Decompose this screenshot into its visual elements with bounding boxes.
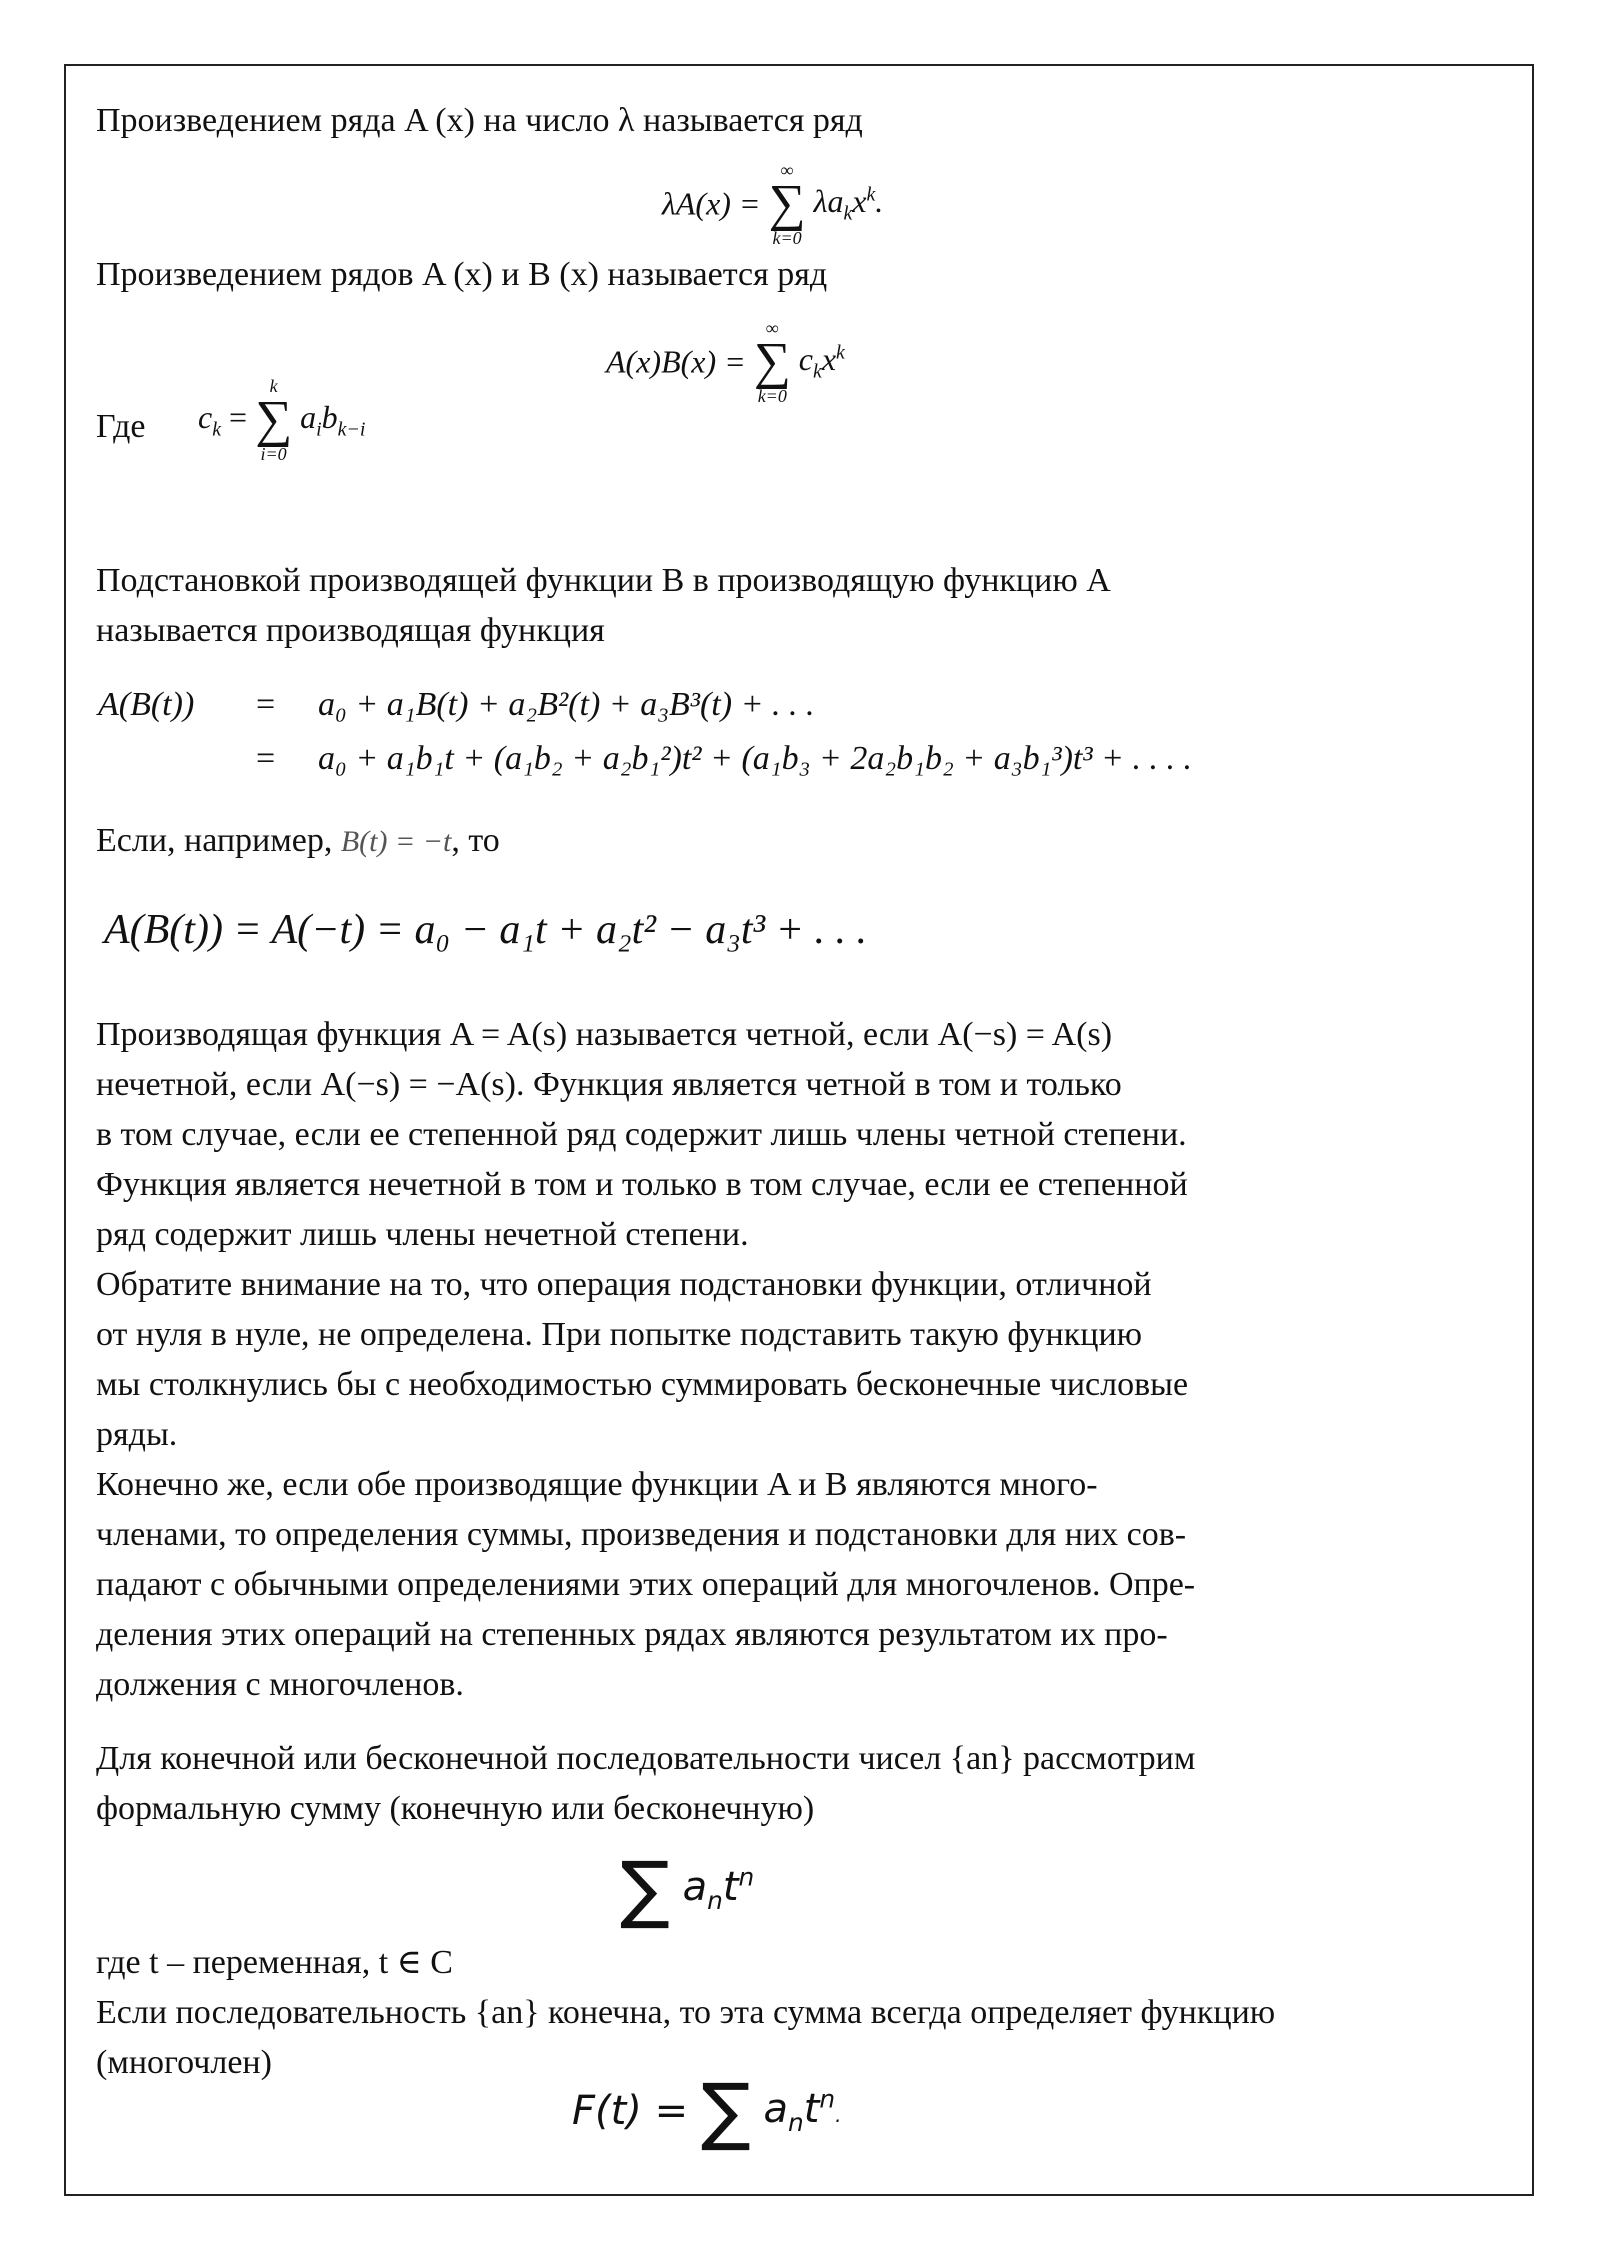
paragraph-polynomials-2: членами, то определения суммы, произведения и подстановки для них сов- [96,1516,1187,1553]
subscript-k-minus-i: k−i [337,418,366,441]
paragraph-product-by-number: Произведением ряда A (x) на число λ называется ряд [96,102,863,139]
example-text: Если, например, [96,822,333,859]
term-t: t [803,2086,820,2133]
paragraph-note-1: Обратите внимание на то, что операция подстановки функции, отличной [96,1266,1152,1303]
sum-lower: i=0 [260,444,287,464]
sum-symbol: k ∑ i=0 [255,376,293,464]
equals-sign: = [229,398,248,435]
formula-lhs: A(x)B(x) = [606,343,746,380]
paragraph-substitution-line1: Подстановкой производящей функции B в производящую функцию A [96,562,1111,599]
formula-lhs: F(t) = [572,2088,689,2134]
paragraph-note-4: ряды. [96,1416,178,1453]
paragraph-formal-sum-1: Для конечной или бесконечной последовательности чисел {an} рассмотрим [96,1740,1196,1777]
formula-composition-line1: a₀ + a₁B(t) + a₂B²(t) + a₃B³(t) + . . . [318,686,815,723]
formula-lambda-series [662,160,883,248]
sum-symbol: ∑ [620,1846,670,1932]
subscript-n: n [787,2108,804,2138]
formula-substitution-example: A(B(t)) = A(−t) = a₀ − a₁t + a₂t² − a₃t³ + . . . [104,907,867,953]
paragraph-even-odd-3: в том случае, если ее степенной ряд содержит лишь члены четной степени. [96,1116,1187,1153]
formula-composition-lhs: A(B(t)) [98,686,195,723]
sum-upper: ∞ [780,160,794,180]
term-b: b [321,398,338,435]
paragraph-product-of-series: Произведением рядов A (x) и B (x) называется ряд [96,256,828,293]
term-c: c [798,340,813,377]
superscript-n: n [819,2084,836,2114]
subscript-k: k [813,360,822,383]
sum-symbol: ∑ [700,2068,751,2154]
paragraph-substitution-line2: называется производящая функция [96,612,605,649]
sum-upper: k [269,376,278,396]
paragraph-finite-1: Если последовательность {an} конечна, то эта сумма всегда определяет функцию [96,1994,1276,2031]
superscript-n: n [738,1862,755,1892]
formula-period: . [835,2103,842,2128]
formula-polynomial [572,2068,841,2154]
sum-lower: k=0 [757,386,787,406]
paragraph-variable: где t – переменная, t ∈ C [96,1944,453,1981]
term-t: t [722,1864,739,1911]
formula-convolution: $c_k$ = k ∑ i=0 $a_ib_{k-i}$ [198,376,366,464]
formula-product-series [606,318,845,406]
paragraph-polynomials-4: деления этих операций на степенных рядах являются результатом их про- [96,1616,1168,1653]
formula-composition-eq2: = [256,740,276,777]
formula-period: . [875,182,884,219]
term-a: a [300,398,317,435]
paragraph-polynomials-5: должения с многочленов. [96,1666,464,1703]
paragraph-finite-2: (многочлен) [96,2044,272,2081]
paragraph-formal-sum-2: формальную сумму (конечную или бесконечную) [96,1790,815,1827]
term-x: x [852,182,867,219]
subscript-k: k [212,418,222,441]
paragraph-even-odd-4: Функция является нечетной в том и только в том случае, если ее степенной [96,1166,1188,1203]
subscript-k: k [843,202,853,225]
superscript-k: k [866,183,876,206]
paragraph-polynomials-3: падают с обычными определениями этих операций для многочленов. Опре- [96,1566,1196,1603]
subscript-n: n [707,1886,723,1916]
paragraph-even-odd-5: ряд содержит лишь члены нечетной степени. [96,1216,749,1253]
sum-upper: ∞ [765,318,779,338]
label-where: Где [96,408,146,445]
sum-symbol: ∞ ∑ k=0 [753,318,791,406]
paragraph-note-3: мы столкнулись бы с необходимостью суммировать бесконечные числовые [96,1366,1189,1403]
paragraph-even-odd-1: Производящая функция A = A(s) называется четной, если A(−s) = A(s) [96,1016,1113,1053]
formula-inline-b-minus-t: B(t) = −t [340,825,452,858]
term-c: c [198,398,213,435]
sum-lower: k=0 [772,228,802,248]
term-lambda-a: λa [813,182,844,219]
superscript-k: k [836,341,845,364]
paragraph-polynomials-1: Конечно же, если обе производящие функции A и B являются много- [96,1466,1098,1503]
paragraph-example [96,816,500,867]
sum-symbol: ∞ ∑ k=0 [768,160,806,248]
paragraph-note-2: от нуля в нуле, не определена. При попытке подставить такую функцию [96,1316,1143,1353]
formula-composition-eq1: = [256,686,276,723]
formula-lhs: λA(x) = [662,185,761,222]
example-text-end: , то [451,822,500,859]
term-x: x [821,340,837,377]
formula-formal-sum [620,1846,754,1932]
term-a: a [763,2086,788,2133]
formula-composition-line2: a₀ + a₁b₁t + (a₁b₂ + a₂b₁²)t² + (a₁b₃ + 2a₂b₁b₂ + a₃b₁³)t³ + . . . . [318,740,1192,777]
term-a: a [682,1864,708,1911]
paragraph-even-odd-2: нечетной, если A(−s) = −A(s). Функция является четной в том и только [96,1066,1122,1103]
